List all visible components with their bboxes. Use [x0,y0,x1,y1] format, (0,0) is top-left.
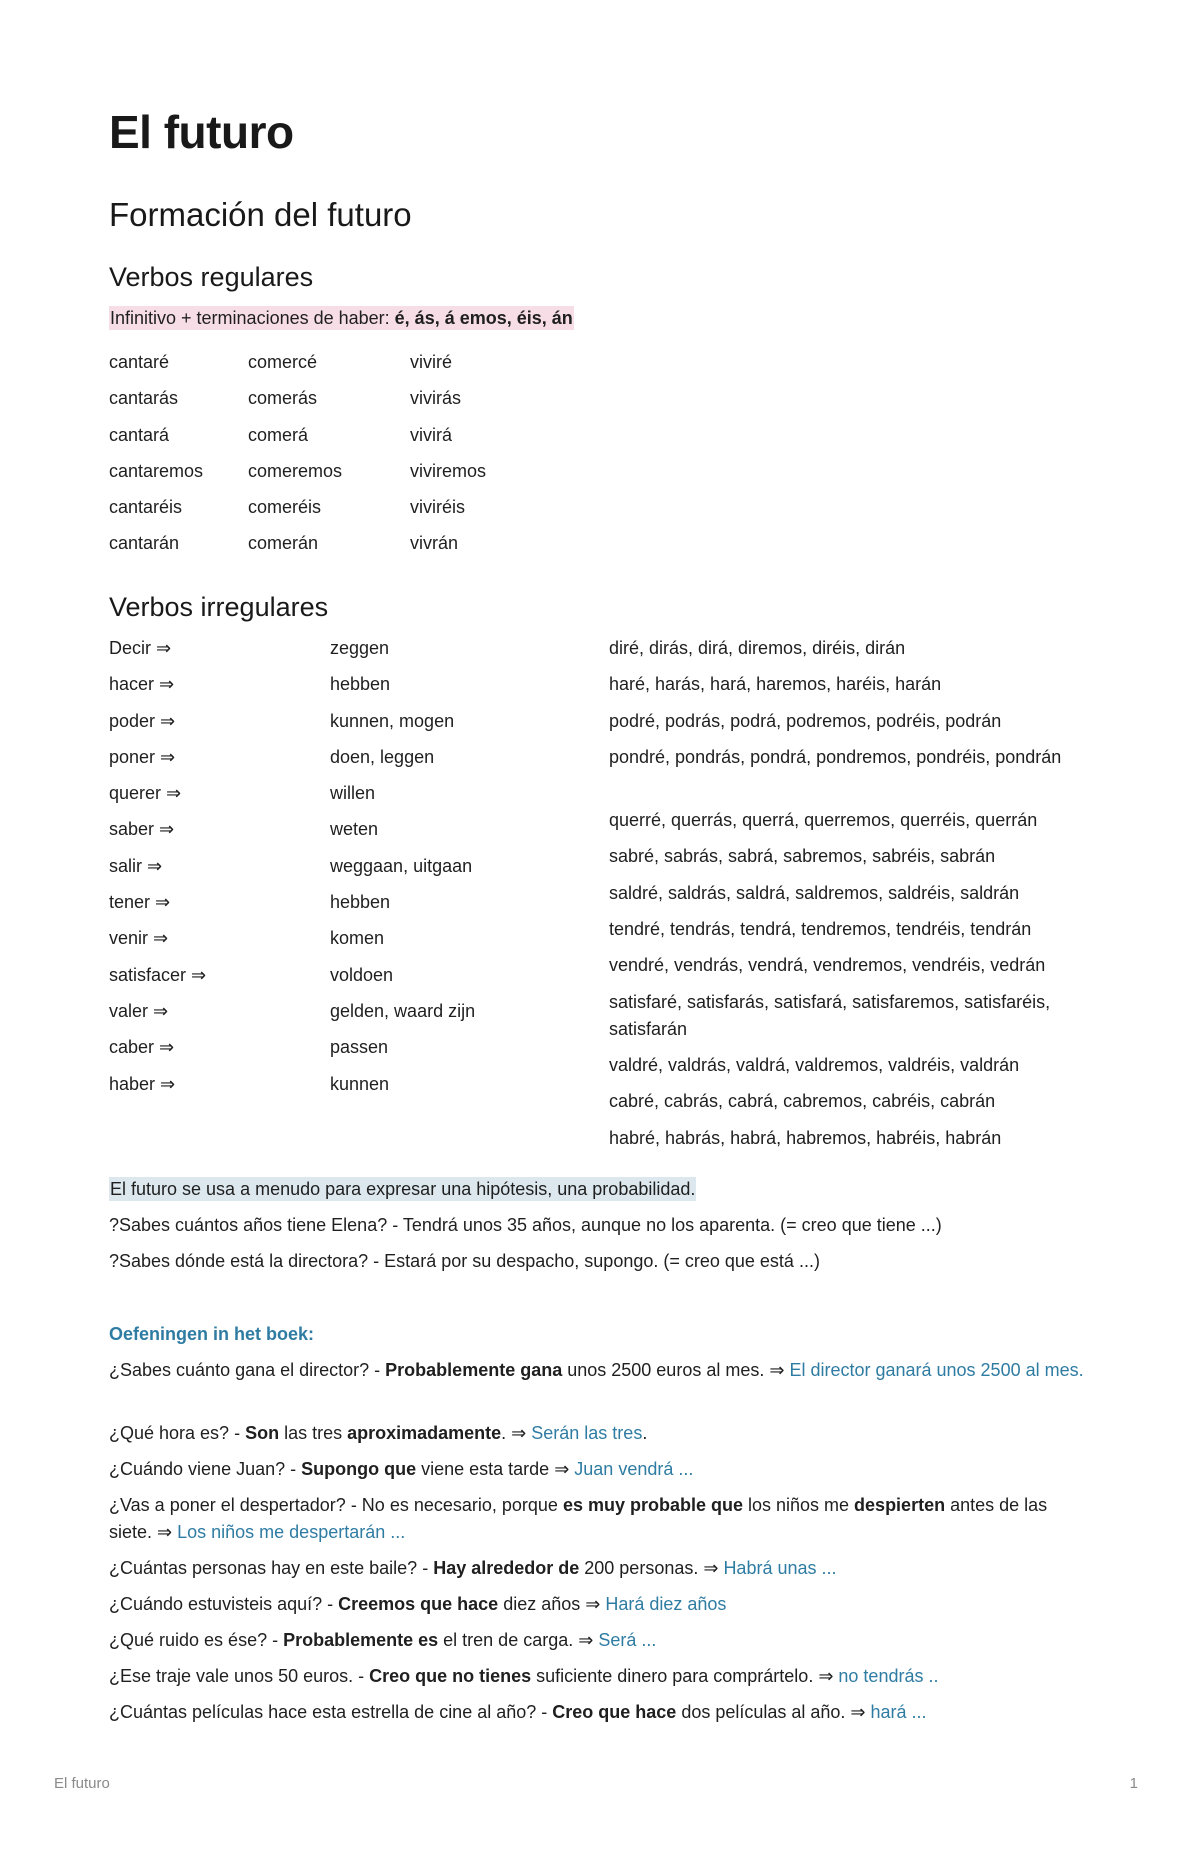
list-item: hacer ⇒ [109,674,175,695]
list-item: comercé [248,352,318,372]
list-item: hebben [330,892,391,913]
exercise-text: ¿Cuándo viene Juan? - [109,1459,302,1479]
exercise-answer: Será ... [598,1630,657,1650]
exercise-item-7 [109,1627,1094,1654]
exercise-keyword: Supongo que [301,1459,417,1479]
exercise-text: ¿Ese traje vale unos 50 euros. - [109,1666,370,1686]
footer-document-title: El futuro [54,1775,110,1792]
exercise-item-2 [109,1420,1094,1447]
irregular-verbs-col [109,635,206,1107]
list-item: querer ⇒ [109,783,182,804]
footer-page-number: 1 [1129,1775,1138,1792]
list-item: gelden, waard zijn [330,1000,476,1021]
list-item: caber ⇒ [109,1037,175,1058]
list-item: comeréis [248,497,322,518]
exercise-text: dos películas al año. ⇒ [676,1702,871,1722]
exercise-text: . [642,1423,648,1443]
list-item: cantarán [109,533,180,554]
list-item: satisfacer ⇒ [109,964,207,985]
exercises-heading: Oefeningen in het boek: [109,1324,315,1344]
list-item: viviremos [410,460,487,481]
list-item: venir ⇒ [109,928,169,949]
list-item: cantarás [109,388,179,409]
list-item: comerá [248,424,309,445]
exercise-keyword: Hay alrededor de [433,1558,580,1578]
list-item: tener ⇒ [109,892,171,913]
page-title: El futuro [109,106,294,158]
list-item: voldoen [330,964,394,985]
list-item: vendré, vendrás, vendrá, vendremos, vendréis, vedrán [609,955,1046,976]
list-item: viviréis [410,497,466,518]
list-item: komen [330,928,385,949]
list-item: poner ⇒ [109,746,176,767]
list-item: haré, harás, hará, haremos, haréis, harán [609,674,942,695]
list-item: pondré, pondrás, pondrá, pondremos, pondréis, pondrán [609,746,1062,767]
list-item: cantaréis [109,497,183,518]
exercise-item-1 [109,1357,1094,1384]
usage-note-highlight: El futuro se usa a menudo para expresar una hipótesis, una probabilidad. [110,1179,696,1199]
heading-regular-verbs: Verbos regulares [109,262,314,292]
list-item: cantaré [109,352,170,372]
exercise-keyword: Creo que no tienes [369,1666,532,1686]
list-item: saldré, saldrás, saldrá, saldremos, saldréis, saldrán [609,882,1020,903]
list-item: podré, podrás, podrá, podremos, podréis, podrán [609,710,1002,731]
list-item: haber ⇒ [109,1073,176,1094]
list-item: diré, dirás, dirá, diremos, diréis, dirán [609,638,906,658]
list-item: weten [330,819,379,840]
exercise-text: suficiente dinero para comprártelo. ⇒ [531,1666,839,1686]
list-item: saber ⇒ [109,819,175,840]
exercise-text: ¿Cuándo estuvisteis aquí? - [109,1594,339,1614]
exercise-keyword: Probablemente es [283,1630,439,1650]
exercise-keyword: aproximadamente [347,1423,502,1443]
exercise-text: . ⇒ [501,1423,532,1443]
exercise-answer: Juan vendrá ... [574,1459,694,1479]
exercise-answer: Hará diez años [605,1594,727,1614]
irregular-conjugations-col [609,635,1094,1161]
list-item: poder ⇒ [109,710,176,731]
usage-note [109,1176,696,1203]
list-item: viviré [410,352,453,372]
list-item: querré, querrás, querrá, querremos, querréis, querrán [609,810,1038,831]
list-item: comerás [248,388,318,409]
list-item: valdré, valdrás, valdrá, valdremos, valdréis, valdrán [609,1054,1020,1075]
exercise-item-8 [109,1663,1094,1690]
list-item: hebben [330,674,391,695]
exercise-text: las tres [279,1423,348,1443]
exercise-text: ¿Sabes cuánto gana el director? - [109,1360,386,1380]
usage-example-2: ?Sabes dónde está la directora? - Estará por su despacho, supongo. (= creo que está ...) [109,1251,820,1271]
heading-irregular-verbs: Verbos irregulares [109,592,329,622]
list-item: valer ⇒ [109,1000,169,1021]
list-item: willen [330,783,376,804]
list-item: cantaremos [109,460,204,481]
irregular-translations-col [330,635,475,1107]
list-item: vivirá [410,424,453,445]
exercise-item-4 [109,1492,1094,1546]
list-item: zeggen [330,638,390,658]
exercise-text: ¿Qué hora es? - [109,1423,246,1443]
exercise-answer: no tendrás .. [838,1666,939,1686]
exercise-answer: Los niños me despertarán ... [177,1522,406,1542]
exercise-keyword: Probablemente gana [385,1360,563,1380]
list-item: passen [330,1037,389,1058]
list-item: satisfaré, satisfarás, satisfará, satisfaremos, satisfaréis, satisfarán [609,991,1051,1039]
section-heading-formation: Formación del futuro [109,196,412,233]
list-item: comeremos [248,460,343,481]
exercise-text: ¿Cuántas películas hace esta estrella de cine al año? - [109,1702,553,1722]
list-item: doen, leggen [330,746,435,767]
list-item: sabré, sabrás, sabrá, sabremos, sabréis, sabrán [609,846,996,867]
exercise-answer: hará ... [870,1702,927,1722]
rule-highlight [109,306,574,330]
regular-col-ir [410,349,486,567]
exercise-keyword: Son [245,1423,280,1443]
exercise-text: antes de las siete. ⇒ [109,1495,1048,1542]
list-item: vivirás [410,388,462,409]
exercise-text: ¿Cuántas personas hay en este baile? - [109,1558,434,1578]
exercise-text: ¿Vas a poner el despertador? - No es necesario, porque [109,1495,563,1515]
list-item: comerán [248,533,319,554]
exercise-text: ¿Qué ruido es ése? - [109,1630,284,1650]
exercise-text: los niños me [742,1495,855,1515]
rule-line [109,305,574,332]
list-item: tendré, tendrás, tendrá, tendremos, tendréis, tendrán [609,919,1032,940]
exercise-keyword: Creemos que hace [338,1594,499,1614]
exercise-text: 200 personas. ⇒ [579,1558,724,1578]
exercise-answer: Serán las tres [531,1423,643,1443]
list-item: vivrán [410,533,459,554]
list-item: kunnen, mogen [330,710,455,731]
rule-prefix: Infinitivo + terminaciones de haber: [110,308,395,328]
exercise-text: viene esta tarde ⇒ [416,1459,575,1479]
exercise-keyword: despierten [854,1495,946,1515]
list-item: salir ⇒ [109,855,163,876]
exercise-item-5 [109,1555,1094,1582]
exercise-item-9 [109,1699,1094,1726]
exercise-keyword: es muy probable que [562,1495,743,1515]
list-item: cabré, cabrás, cabrá, cabremos, cabréis, cabrán [609,1091,996,1112]
list-item: weggaan, uitgaan [330,855,473,876]
rule-endings: é, ás, á emos, éis, án [394,308,573,328]
exercise-text: el tren de carga. ⇒ [438,1630,599,1650]
exercise-text: diez años ⇒ [498,1594,606,1614]
list-item: cantará [109,424,170,445]
exercise-answer: El director ganará unos 2500 al mes. [789,1360,1084,1380]
regular-col-ar [109,349,203,567]
exercise-answer: Habrá unas ... [723,1558,837,1578]
exercise-keyword: Creo que hace [552,1702,677,1722]
list-item: Decir ⇒ [109,638,172,658]
list-item: kunnen [330,1073,390,1094]
usage-example-1: ?Sabes cuántos años tiene Elena? - Tendrá unos 35 años, aunque no los aparenta. (= creo que tiene ...) [109,1215,942,1235]
regular-col-er [248,349,342,567]
exercise-text: unos 2500 euros al mes. ⇒ [562,1360,790,1380]
exercise-item-3 [109,1456,1094,1483]
exercise-item-6 [109,1591,1094,1618]
list-item: habré, habrás, habrá, habremos, habréis, habrán [609,1127,1002,1148]
